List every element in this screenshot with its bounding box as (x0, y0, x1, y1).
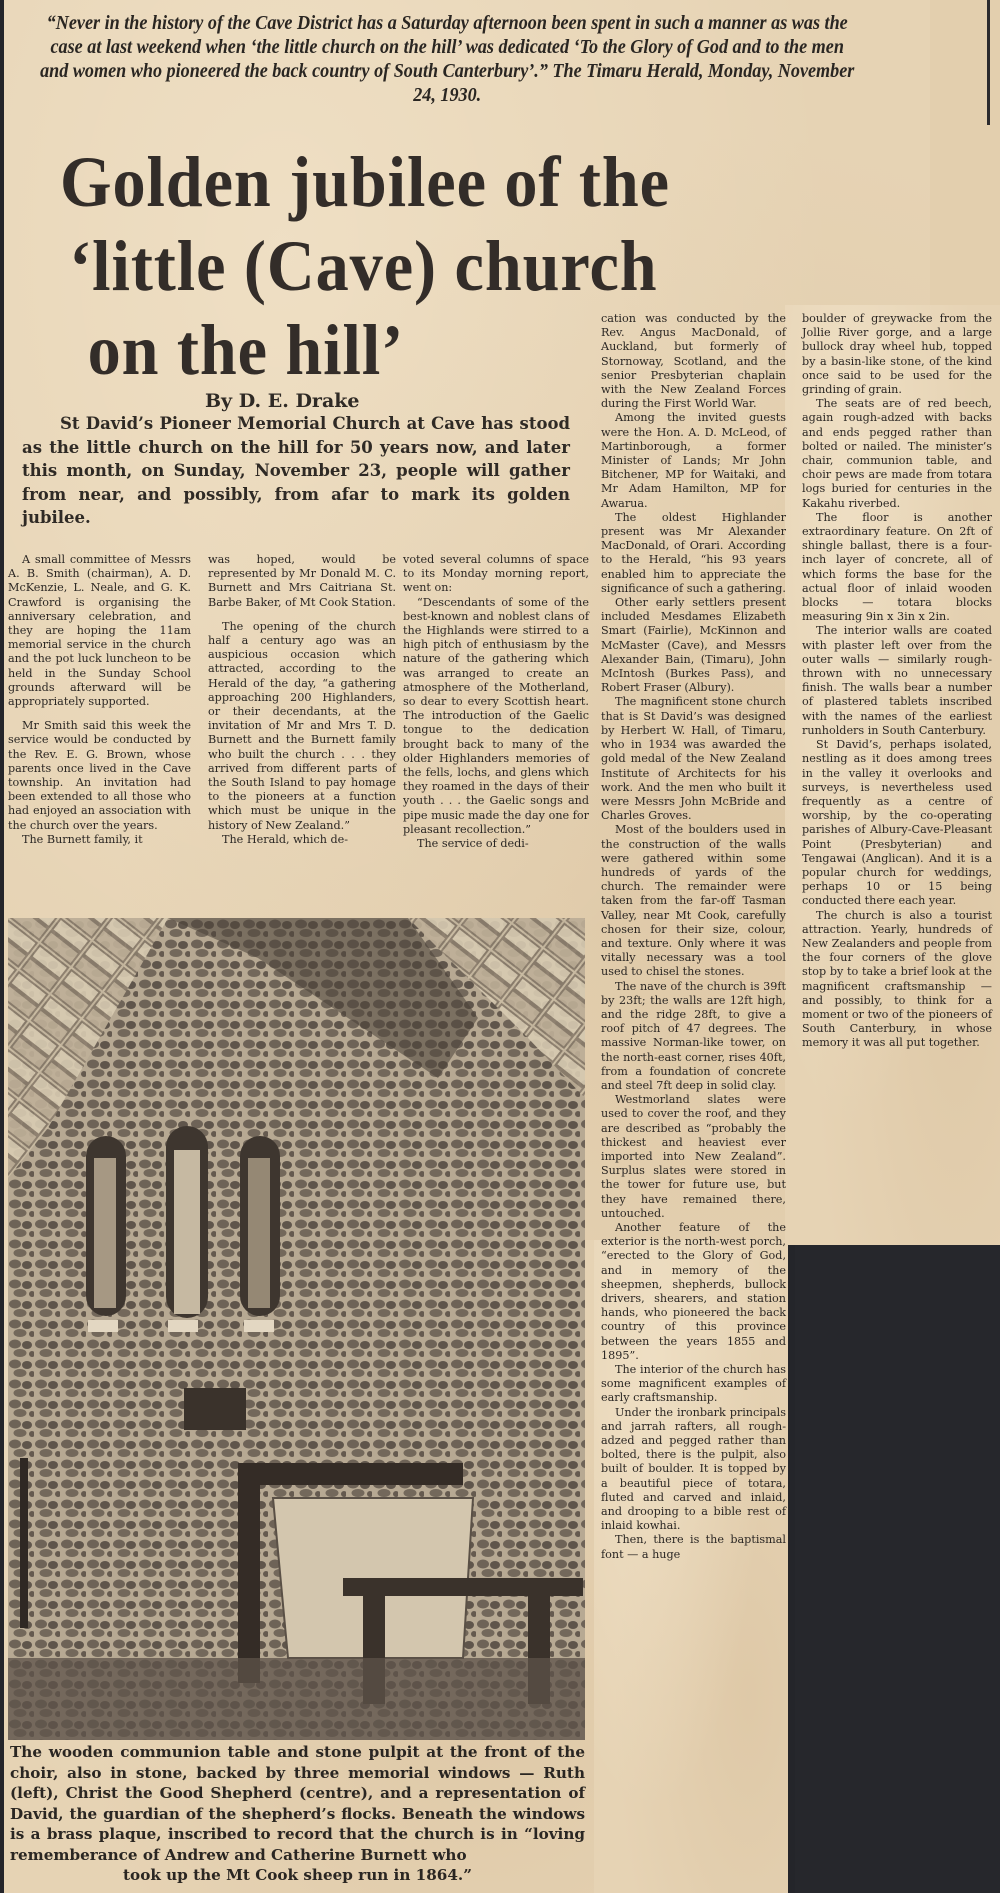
paragraph: The Burnett family, it (22, 832, 143, 846)
paragraph: Among the invited guests were the Hon. A. D. McLeod, of Martinborough, a former Minister of Lands; Mr John Bitchener, MP for Waitaki, and Mr Adam Hamilton, MP for Awarua. (601, 411, 786, 510)
headline-line-2: ‘little (Cave) church (69, 226, 658, 306)
article-column-1 (8, 553, 191, 847)
caption-last-line: took up the Mt Cook sheep run in 1864.” (123, 1866, 472, 1884)
headline-line-1: Golden jubilee of the (60, 142, 670, 222)
paragraph: Under the ironbark principals and jarrah rafters, all rough-adzed and pegged rather than bolted, there is the pulpit, also built of boulder. It is topped by a beautiful piece of totara, fluted and carved and inlaid, and drooping to a bible rest of inlaid kowhai. (601, 1405, 786, 1533)
paragraph: St David’s, perhaps isolated, nestling as it does among trees in the valley it overlooks and surveys, is nevertheless used frequently as a centre of worship, by the co-operating parishes of Albury-Cave-Pleasant Point (Presbyterian) and Tengawai (Anglican). And it is a popular church for weddings, perhaps 10 or 15 being conducted there each year. (802, 738, 992, 908)
paragraph: The interior walls are coated with plaster left over from the outer walls — similarly rough-thrown with no unnecessary finish. The walls bear a number of plastered tablets inscribed with the names of the earliest runholders in South Canterbury. (802, 624, 992, 737)
paragraph: The seats are of red beech, again rough-adzed with backs and ends pegged rather than bolted or nailed. The minister’s chair, communion table, and choir pews are made from totara logs buried for centuries in the Kakahu riverbed. (802, 397, 992, 510)
paragraph: was hoped, would be represented by Mr Donald M. C. Burnett and Mrs Caitriana St. Barbe Baker, of Mt Cook Station. (208, 553, 396, 609)
standfirst-text: St David’s Pioneer Memorial Church at Cave has stood as the little church on the hill for 50 years now, and later this month, on Sunday, November 23, people will gather from near, and possibly, from afar to mark its golden jubilee. (22, 414, 570, 527)
article-column-4 (601, 312, 786, 1562)
paragraph: Westmorland slates were used to cover the roof, and they are described as “probably the thickest and heaviest ever imported into New Zealand”. Surplus slates were stored in the tower for future use, but they have remained there, untouched. (601, 1093, 786, 1220)
column-rule (987, 0, 990, 125)
paragraph: The floor is another extraordinary feature. On 2ft of shingle ballast, there is a four-inch layer of concrete, all of which forms the base for the actual floor of inlaid wooden blocks — totara blocks measuring 9in x 3in x 2in. (802, 510, 992, 624)
caption-text: The wooden communion table and stone pulpit at the front of the choir, also in stone, backed by three memorial windows — Ruth (left), Christ the Good Shepherd (centre), and a representation of David, the guardian of the shepherd’s flocks. Beneath the windows is a brass plaque, inscribed to record that the church is in “loving rememberance of Andrew and Catherine Burnett who (10, 1743, 585, 1864)
background-board (795, 1245, 1000, 1893)
paragraph: The church is also a tourist attraction. Yearly, hundreds of New Zealanders and people from the four corners of the glove stop by to take a brief look at the magnificent craftsmanship — and possibly, to think for a moment or two of the pioneers of South Canterbury, in whose memory it was all put together. (802, 908, 992, 1050)
paragraph: boulder of greywacke from the Jollie River gorge, and a large bullock dray wheel hub, topped by a basin-like stone, of the kind once said to be used for the grinding of grain. (802, 312, 992, 397)
stone-wall-illustration (8, 918, 585, 1740)
article-column-2 (208, 553, 396, 847)
article-column-5 (802, 312, 992, 1051)
paragraph: Most of the boulders used in the construction of the walls were gathered within some hundreds of yards of the church. The remainder were taken from the far-off Tasman Valley, near Mt Cook, carefully chosen for their size, colour, and texture. Only where it was vitally necessary was a tool used to chisel the stones. (601, 823, 786, 979)
church-interior-photo (8, 918, 585, 1740)
paragraph: Another feature of the exterior is the north-west porch, “erected to the Glory of God, and in memory of the sheepmen, shepherds, bullock drivers, shearers, and station hands, who pioneered the back country of this province between the years 1855 and 1895”. (601, 1221, 786, 1362)
kicker-quote: “Never in the history of the Cave District has a Saturday afternoon been spent in such a manner as was the case at last weekend when ‘the little church on the hill’ was dedicated ‘To the Glory of God and to the men and women who pioneered the back country of South Canterbury’.” The Timaru Herald, Monday, November 24, 1930. (40, 13, 855, 106)
paragraph: The nave of the church is 39ft by 23ft; the walls are 12ft high, and the ridge 28ft, to give a roof pitch of 47 degrees. The massive Norman-like tower, on the north-east corner, rises 40ft, from a foundation of concrete and steel 7ft deep in solid clay. (601, 979, 786, 1092)
paragraph: The Herald, which de- (222, 832, 349, 846)
byline: By D. E. Drake (205, 390, 360, 412)
paragraph: Then, there is the baptismal font — a huge (601, 1533, 786, 1561)
paragraph: The interior of the church has some magnificent examples of early craftsmanship. (601, 1363, 786, 1405)
paragraph: The magnificent stone church that is St David’s was designed by Herbert W. Hall, of Timaru, who in 1934 was awarded the gold medal of the New Zealand Institute of Architects for his work. And the men who built it were Messrs John McBride and Charles Groves. (601, 695, 786, 823)
headline-line-3: on the hill’ (87, 310, 405, 390)
paragraph: “Descendants of some of the best-known and noblest clans of the Highlands were stirred to a high pitch of enthusiasm by the nature of the gathering which was arranged to create an atmosphere of the Motherland, so dear to every Scottish heart. The introduction of the Gaelic tongue to the dedication brought back to many of the older Highlanders memories of the fells, lochs, and glens which they roamed in the days of their youth . . . the Gaelic songs and pipe music made the day one for pleasant recollection.” (403, 595, 589, 836)
photo-caption (10, 1742, 585, 1886)
paragraph: Other early settlers present included Mesdames Elizabeth Smart (Fairlie), McKinnon and McMaster (Cave), and Messrs Alexander Bain, (Timaru), John McIntosh (Burkes Pass), and Robert Fraser (Albury). (601, 596, 786, 695)
paragraph: A small committee of Messrs A. B. Smith (chairman), A. D. McKenzie, L. Neale, and G. K. Crawford is organising the anniversary celebration, and they are hoping the 11am memorial service in the church and the pot luck luncheon to be held in the Sunday School grounds afterward will be appropriately supported. (8, 553, 191, 709)
paragraph: The oldest Highlander present was Mr Alexander MacDonald, of Orari. According to the Herald, “his 93 years enabled him to appreciate the significance of such a gathering. (601, 510, 786, 595)
standfirst (22, 412, 570, 530)
paragraph: The service of dedi- (417, 837, 529, 851)
article-column-3 (403, 553, 589, 851)
paragraph: voted several columns of space to its Monday morning report, went on: (403, 553, 589, 595)
paragraph: cation was conducted by the Rev. Angus MacDonald, of Auckland, but formerly of Stornoway, Scotland, and the senior Presbyterian chaplain with the New Zealand Forces during the First World War. (601, 312, 786, 411)
paragraph: Mr Smith said this week the service would be conducted by the Rev. E. G. Brown, whose parents once lived in the Cave township. An invitation had been extended to all those who had enjoyed an association with the church over the years. (8, 719, 191, 832)
paragraph: The opening of the church half a century ago was an auspicious occasion which attracted, according to the Herald of the day, “a gathering approaching 200 Highlanders, or their decendants, at the invitation of Mr and Mrs T. D. Burnett and the Burnett family who built the church . . . they arrived from different parts of the South Island to pay homage to the pioneers at a function which must be unique in the history of New Zealand.” (208, 619, 396, 832)
